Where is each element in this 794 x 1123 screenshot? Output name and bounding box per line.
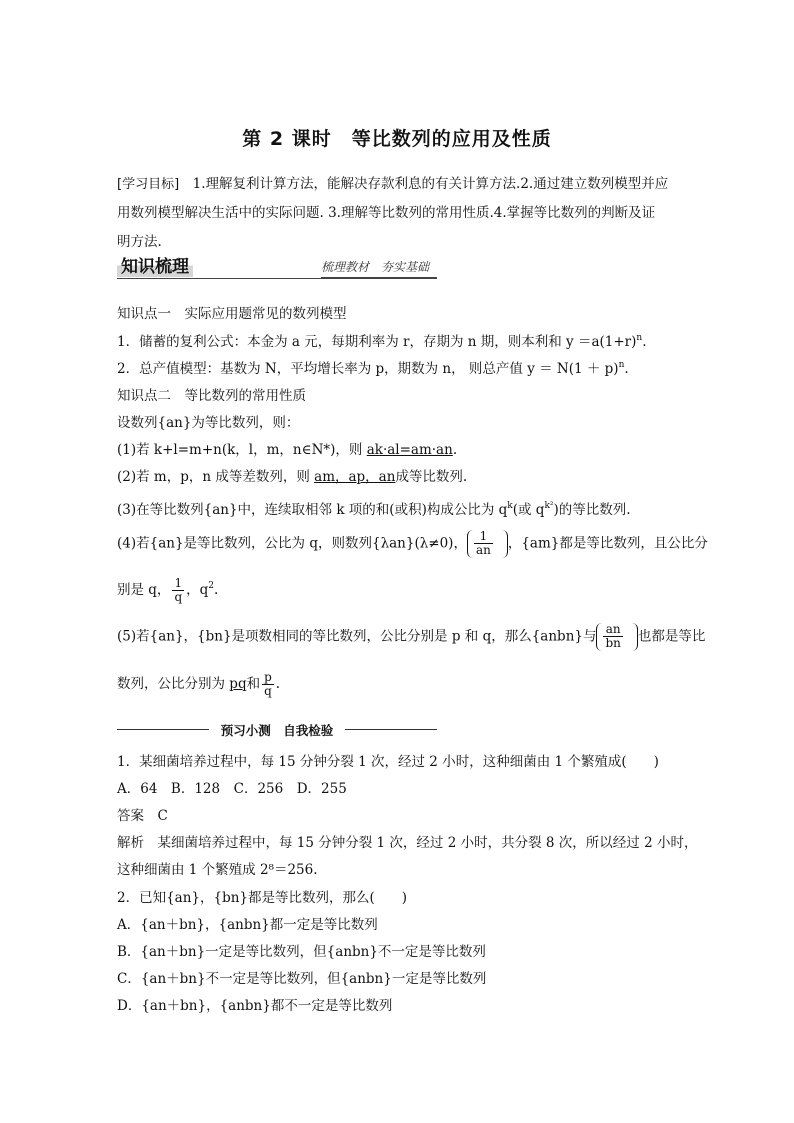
q1-analysis-1: 解析 某细菌培养过程中，每 15 分钟分裂 1 次，经过 2 小时，共分裂 8 次，所以经过 2 小时， (117, 835, 698, 851)
page-title: 第 2 课时 等比数列的应用及性质 (242, 128, 552, 150)
q2-option-b: B．{an＋bn}一定是等比数列，但{anbn}不一定是等比数列 (117, 944, 486, 960)
learning-goals (117, 170, 677, 257)
quotient-sequence: $\frac{an}{bn}$ (596, 623, 637, 651)
kp2-heading: 知识点二 等比数列的常用性质 (117, 388, 306, 404)
section-divider-preview (117, 721, 437, 737)
kp2-property-2: (2)若 m，p，n 成等差数列，则 am，ap，an成等比数列. (117, 469, 468, 485)
q1-answer: 答案 C (117, 808, 168, 824)
goals-line-2: 用数列模型解决生活中的实际问题. 3.理解等比数列的常用性质.4.掌握等比数列的判断及证 (117, 205, 656, 221)
q2-option-d: D．{an＋bn}，{anbn}都不一定是等比数列 (117, 998, 393, 1014)
kp2-property-5-cont: 数列，公比分别为 pq和 $\frac{p}{q}$ . (117, 670, 281, 698)
q2-option-a: A．{an＋bn}，{anbn}都一定是等比数列 (117, 917, 378, 933)
section-rule (117, 278, 437, 279)
kp2-property-4-cont: 别是 q， $\frac{1}{q}$ ，$q^2$. (117, 576, 219, 604)
q1-analysis-2: 这种细菌由 1 个繁殖成 2⁸＝256. (117, 862, 318, 878)
goals-line-1: [学习目标] 1.理解复利计算方法，能解决存款利息的有关计算方法.2.通过建立数列模型并应 (117, 176, 669, 192)
goals-line-3: 明方法. (117, 234, 162, 250)
kp2-property-3: (3)在等比数列{an}中，连续取相邻 k 项的和(或积)构成公比为 $q^k$(或 $q^{k^2}$)的等比数列. (117, 501, 631, 518)
kp2-intro: 设数列{an}为等比数列，则： (117, 415, 300, 431)
kp1-item1: 1．储蓄的复利公式：本金为 a 元，每期利率为 r，存期为 n 期，则本利和 $y =a(1+r)^n$. (117, 333, 647, 350)
kp1-item2: 2．总产值模型：基数为 N，平均增长率为 p，期数为 n， 则总产值 $y = N(1 + p)^n$. (117, 360, 629, 377)
q2-option-c: C．{an＋bn}不一定是等比数列，但{anbn}一定是等比数列 (117, 971, 487, 987)
kp1-heading: 知识点一 实际应用题常见的数列模型 (117, 306, 347, 322)
q2-stem: 2．已知{an}，{bn}都是等比数列，那么( ) (117, 890, 408, 906)
kp2-property-5: (5)若{an}，{bn}是项数相同的等比数列，公比分别是 p 和 q，那么{anbn}与 $\frac{an}{bn}$ 也都是等比 (117, 622, 706, 650)
reciprocal-sequence: $\frac{1}{an}$ (467, 530, 508, 558)
q1-stem: 1．某细菌培养过程中，每 15 分钟分裂 1 次，经过 2 小时，这种细菌由 1 个繁殖成( ) (117, 754, 659, 770)
goals-tag: [学习目标] (117, 177, 180, 192)
kp2-property-4: (4)若{an}是等比数列，公比为 q，则数列{λan}(λ≠0)， $\frac{1}{an}$ ，{am}都是等比数列，且公比分 (117, 529, 708, 557)
divider-title: 预习小测 自我检验 (220, 723, 334, 738)
section-subtitle: 梳理教材 夯实基础 (321, 258, 437, 278)
kp2-property-1: (1)若 k+l=m+n(k，l，m，n∈N*)，则 ak·al=am·an. (117, 442, 458, 458)
section-header-knowledge (117, 250, 437, 282)
q1-options: A．64 B．128 C．256 D．255 (117, 781, 347, 797)
section-title: 知识梳理 (117, 252, 193, 277)
